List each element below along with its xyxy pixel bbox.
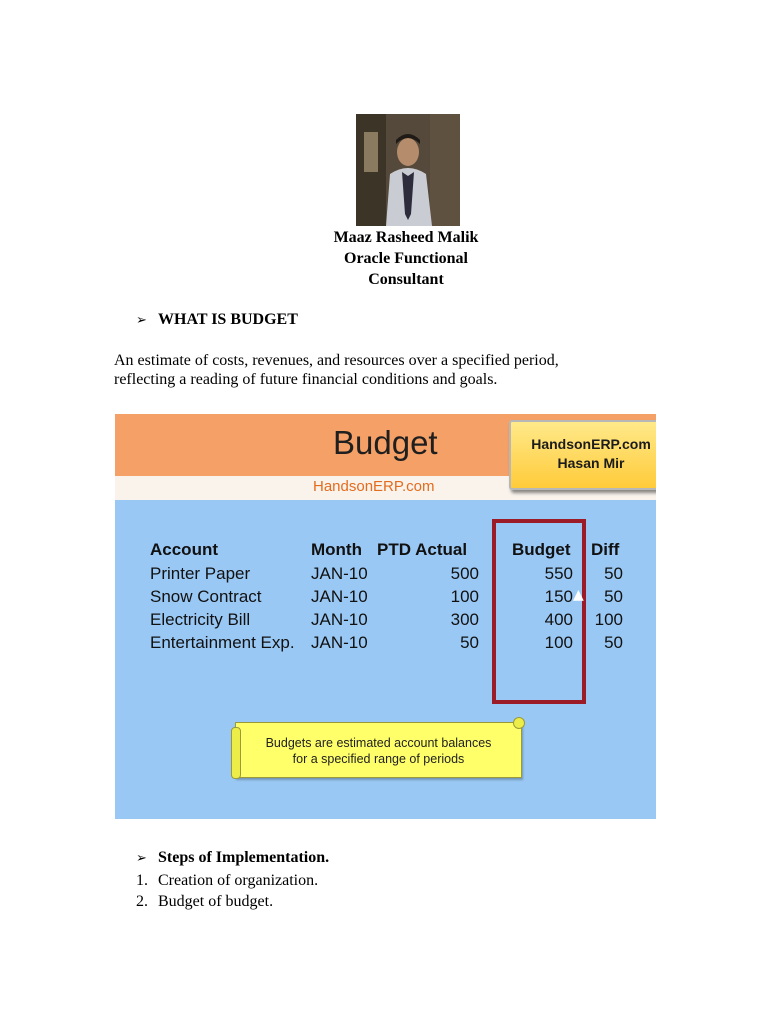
section-heading-text: WHAT IS BUDGET [158, 311, 298, 328]
budget-column-highlight [492, 519, 586, 704]
note-line1: Budgets are estimated account balances [265, 736, 492, 750]
row4-budget: 100 [544, 633, 573, 652]
budget-definition [114, 351, 674, 389]
row2-account: Snow Contract [150, 587, 262, 606]
header-diff: Diff [591, 540, 620, 559]
list-item [136, 870, 318, 891]
logo-line2: Hasan Mir [557, 455, 625, 471]
list-item-text: Creation of organization. [158, 872, 319, 889]
list-item [136, 891, 318, 912]
header-budget: Budget [512, 540, 571, 559]
row2-diff: 50 [604, 587, 623, 606]
row1-ptd: 500 [450, 564, 479, 583]
row3-ptd: 300 [450, 610, 479, 629]
header-account: Account [150, 540, 218, 559]
row1-diff: 50 [604, 564, 623, 583]
author-photo [356, 114, 460, 226]
row4-diff: 50 [604, 633, 623, 652]
row4-account: Entertainment Exp. [150, 633, 295, 652]
slide-title: Budget [333, 424, 438, 461]
steps-list [136, 870, 318, 912]
budget-slide [115, 414, 656, 819]
row2-budget: 150 [544, 587, 573, 606]
logo-line1: HandsonERP.com [531, 436, 651, 452]
definition-line2: reflecting a reading of future financial conditions and goals. [114, 371, 498, 388]
mouse-pointer-icon: ▲ [573, 587, 584, 603]
row1-month: JAN-10 [311, 564, 368, 583]
header-month: Month [311, 540, 362, 559]
definition-line1: An estimate of costs, revenues, and resources over a specified period, [114, 352, 559, 369]
row2-month: JAN-10 [311, 587, 368, 606]
scroll-curl-right [513, 717, 525, 729]
row1-budget: 550 [544, 564, 573, 583]
row4-ptd: 50 [460, 633, 479, 652]
header-ptd-actual: PTD Actual [377, 540, 468, 559]
slide-subtitle: HandsonERP.com [313, 478, 435, 495]
row2-ptd: 100 [450, 587, 479, 606]
row1-account: Printer Paper [150, 564, 251, 583]
arrowhead-bullet-icon: ➢ [136, 313, 147, 328]
note-scroll [235, 722, 522, 778]
row3-diff: 100 [594, 610, 623, 629]
note-line2: for a specified range of periods [292, 752, 465, 766]
section-heading-steps [136, 849, 329, 867]
row3-account: Electricity Bill [150, 610, 251, 629]
author-title-line1: Oracle Functional [344, 250, 468, 267]
list-item-number: 1. [136, 872, 148, 889]
row3-budget: 400 [544, 610, 573, 629]
arrowhead-bullet-icon: ➢ [136, 851, 147, 866]
list-item-number: 2. [136, 893, 148, 910]
section-heading-text: Steps of Implementation. [158, 849, 330, 866]
author-name: Maaz Rasheed Malik [333, 229, 479, 246]
author-title-line2: Consultant [368, 271, 444, 288]
row3-month: JAN-10 [311, 610, 368, 629]
section-heading-budget [136, 311, 298, 329]
row4-month: JAN-10 [311, 633, 368, 652]
list-item-text: Budget of budget. [158, 893, 274, 910]
